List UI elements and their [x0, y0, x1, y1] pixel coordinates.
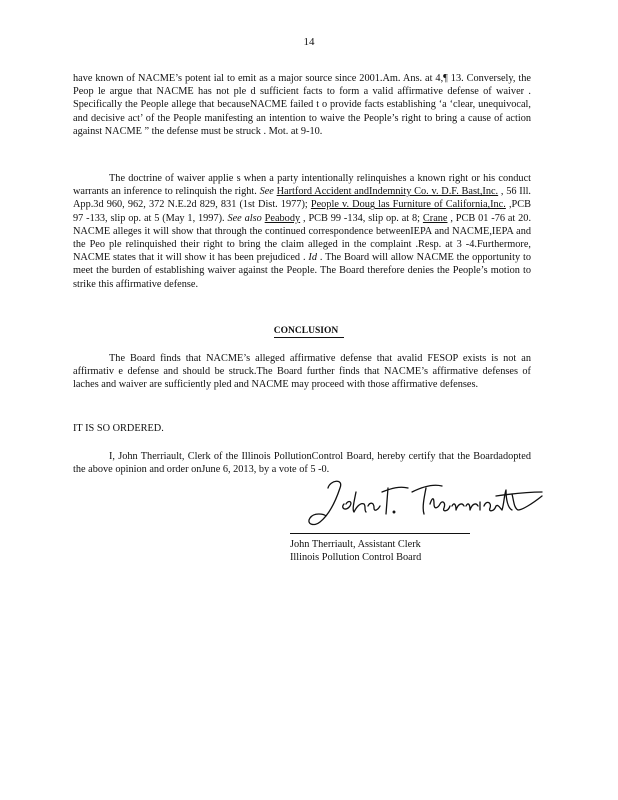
paragraph-1-text: have known of NACME’s potent ial to emit as a major source since 2001.Am. Ans. at 4,¶ 13. Conversely, the Peop le argue that NACME has not ple d sufficient facts to form a valid affirmative defense of waiver . Specifically the People allege that becauseNACME failed t o provide facts establishing ‘a ‘clear, unequivocal, and decisive act’ of the People manifesting an intention to waive the People’s right to bring a cause of action against NACME ” the defense must be struck . Mot. at 9-10.: [73, 73, 531, 137]
case-citation-peabody: Peabody: [264, 212, 301, 224]
signature-image: [300, 474, 550, 530]
signature-block: [290, 538, 421, 564]
case-citation-crane: Crane: [422, 212, 448, 224]
clerk-certification: [73, 450, 531, 476]
p2-signal-see-also: See also: [227, 212, 262, 224]
paragraph-waiver-argument: [73, 72, 531, 138]
certification-text: I, John Therriault, Clerk of the Illinois PollutionControl Board, hereby certify that the Boardadopted the above opinion and order onJune 6, 2013, by a vote of 5 -0.: [73, 451, 531, 476]
signature-line: [290, 533, 470, 534]
paragraph-waiver-doctrine: [73, 172, 531, 291]
paragraph-conclusion: [73, 352, 531, 392]
handwritten-signature: [300, 474, 550, 530]
p2-sentence-end: . The Board will allow NACME the opportunity to meet the burden of establishing waiver against the People. The Board therefore denies the People’s motion to strike this affirmative defense.: [73, 252, 532, 290]
page-number: 14: [303, 36, 315, 48]
p2-cite-3: , PCB 99 -134, slip op. at 8;: [300, 212, 423, 224]
case-citation-hartford: Hartford Accident andIndemnity Co. v. D.F. Bast,Inc.: [276, 186, 499, 198]
signer-organization: Illinois Pollution Control Board: [290, 552, 422, 563]
p2-signal-id: Id: [308, 252, 317, 264]
p2-cite-1: , 56 Ill. App.3d 960, 962, 372 N.E.2d 829, 831 (1st Dist. 1977);: [73, 186, 532, 211]
order-statement: [73, 422, 531, 435]
signer-name-title: John Therriault, Assistant Clerk: [290, 539, 421, 550]
order-text: IT IS SO ORDERED.: [73, 423, 164, 434]
case-citation-douglas: People v. Doug las Furniture of California,Inc.: [310, 199, 506, 211]
p2-cite-4: , PCB 01 -76 at 20. NACME alleges it will show that through the continued correspondence betweenIEPA and NACME,IEPA and the Peo ple relinquished their right to bring the claim alleged in the complaint .Resp. at 3 -4.Furthermore, NACME states that it will show it has been prejudiced .: [73, 212, 532, 264]
paragraph-3-text: The Board finds that NACME’s alleged affirmative defense that avalid FESOP exists is not an affirmativ e defense and should be struck.The Board further finds that NACME’s affirmative defenses of laches and waiver are sufficiently pled and NACME may proceed with those affirmative defenses.: [73, 353, 531, 391]
conclusion-heading: [0, 326, 618, 336]
p2-signal-see: See: [259, 186, 274, 198]
p2-sentence-1: The doctrine of waiver applie s when a party intentionally relinquishes a known right or his conduct warrants an inference to relinquish the right.: [73, 173, 531, 198]
conclusion-heading-text: CONCLUSION: [274, 326, 344, 338]
p2-cite-2: ,PCB 97 -133, slip op. at 5 (May 1, 1997).: [73, 199, 531, 224]
paragraph-2-text: [73, 172, 531, 291]
